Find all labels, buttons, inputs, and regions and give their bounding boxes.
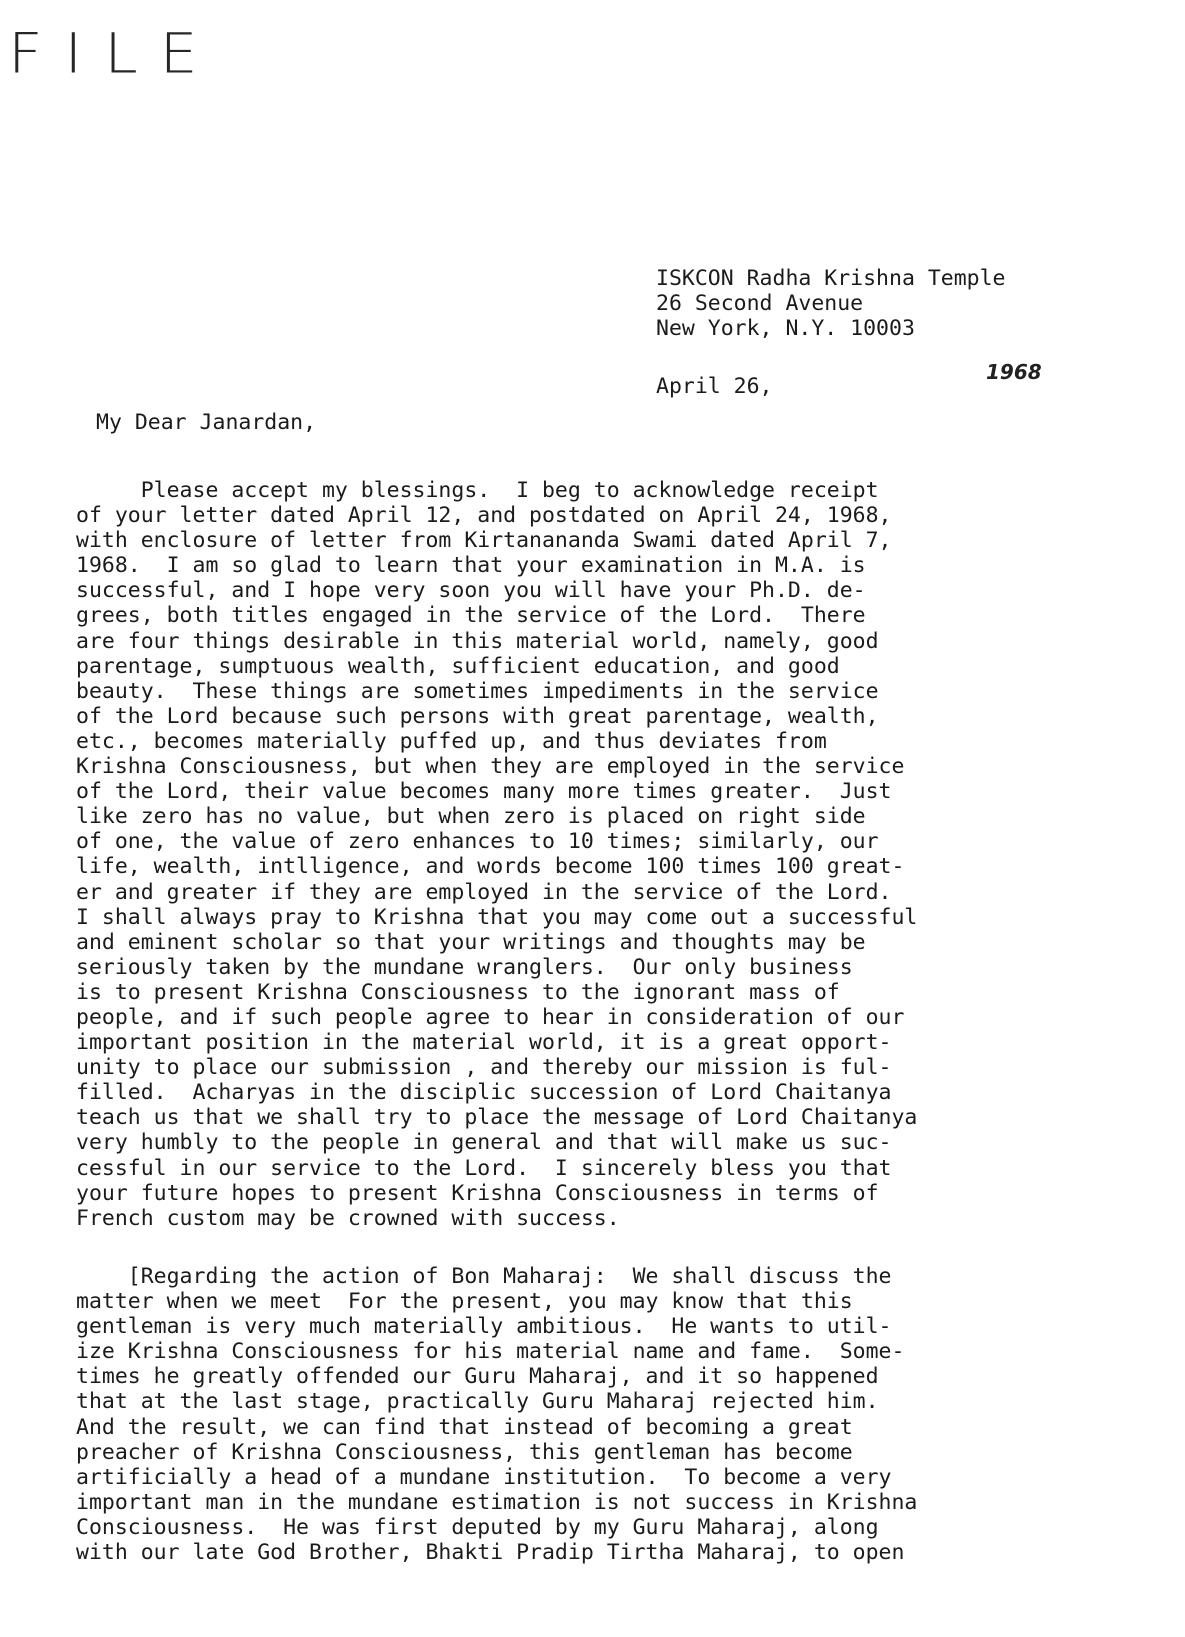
- text-line: artificially a head of a mundane institution. To become a very: [76, 1464, 892, 1490]
- text-line: filled. Acharyas in the disciplic succession of Lord Chaitanya: [76, 1080, 892, 1106]
- text-line: life, wealth, intlligence, and words become 100 times 100 great-: [76, 854, 905, 880]
- text-line: times he greatly offended our Guru Maharaj, and it so happened: [76, 1364, 879, 1390]
- text-line: of one, the value of zero enhances to 10 times; similarly, our: [76, 829, 879, 855]
- text-line: of your letter dated April 12, and postdated on April 24, 1968,: [76, 503, 892, 529]
- text-line: I shall always pray to Krishna that you may come out a successful: [76, 904, 918, 930]
- text-line: unity to place our submission , and thereby our mission is ful-: [76, 1055, 892, 1081]
- text-line: your future hopes to present Krishna Consciousness in terms of: [76, 1180, 879, 1206]
- text-line: of the Lord, their value becomes many more times greater. Just: [76, 779, 892, 805]
- text-line: etc., becomes materially puffed up, and thus deviates from: [76, 728, 827, 754]
- text-line: successful, and I hope very soon you will have your Ph.D. de-: [76, 578, 866, 604]
- text-line: Consciousness. He was first deputed by my Guru Maharaj, along: [76, 1514, 879, 1540]
- text-line: Please accept my blessings. I beg to acknowledge receipt: [76, 478, 879, 503]
- text-line: of the Lord because such persons with great parentage, wealth,: [76, 703, 879, 729]
- sender-address: [656, 266, 1006, 341]
- salutation: My Dear Janardan,: [96, 410, 317, 435]
- text-line: is to present Krishna Consciousness to the ignorant mass of: [76, 979, 840, 1005]
- handwritten-year: 1968: [986, 360, 1042, 384]
- text-line: parentage, sumptuous wealth, sufficient education, and good: [76, 653, 840, 679]
- text-line: preacher of Krishna Consciousness, this gentleman has become: [76, 1439, 853, 1465]
- letter-date: April 26,: [656, 374, 773, 399]
- text-line: [Regarding the action of Bon Maharaj: We shall discuss the: [76, 1264, 892, 1289]
- text-line: And the result, we can find that instead of becoming a great: [76, 1414, 853, 1440]
- file-stamp: FILE: [8, 22, 220, 87]
- text-line: Krishna Consciousness, but when they are employed in the service: [76, 754, 905, 780]
- text-line: gentleman is very much materially ambitious. He wants to util-: [76, 1314, 892, 1340]
- text-line: grees, both titles engaged in the service of the Lord. There: [76, 603, 866, 629]
- body-paragraph-1: [76, 478, 917, 1231]
- text-line: French custom may be crowned with success.: [76, 1205, 620, 1231]
- text-line: matter when we meet For the present, you may know that this: [76, 1289, 853, 1315]
- address-line-3: New York, N.Y. 10003: [656, 316, 915, 341]
- text-line: people, and if such people agree to hear in consideration of our: [76, 1004, 905, 1030]
- text-line: with enclosure of letter from Kirtanananda Swami dated April 7,: [76, 528, 892, 554]
- body-paragraph-2: [76, 1264, 917, 1565]
- text-line: ize Krishna Consciousness for his material name and fame. Some-: [76, 1339, 905, 1365]
- text-line: and eminent scholar so that your writings and thoughts may be: [76, 929, 866, 955]
- text-line: are four things desirable in this material world, namely, good: [76, 628, 879, 654]
- text-line: important position in the material world, it is a great opport-: [76, 1030, 892, 1056]
- text-line: cessful in our service to the Lord. I sincerely bless you that: [76, 1155, 892, 1181]
- text-line: like zero has no value, but when zero is placed on right side: [76, 804, 866, 830]
- address-line-2: 26 Second Avenue: [656, 291, 864, 316]
- text-line: teach us that we shall try to place the message of Lord Chaitanya: [76, 1105, 918, 1131]
- text-line: beauty. These things are sometimes impediments in the service: [76, 678, 879, 704]
- text-line: that at the last stage, practically Guru Maharaj rejected him.: [76, 1389, 879, 1415]
- text-line: 1968. I am so glad to learn that your examination in M.A. is: [76, 553, 866, 579]
- address-line-1: ISKCON Radha Krishna Temple: [656, 266, 1006, 291]
- text-line: very humbly to the people in general and that will make us suc-: [76, 1130, 892, 1156]
- text-line: important man in the mundane estimation is not success in Krishna: [76, 1489, 918, 1515]
- text-line: seriously taken by the mundane wranglers. Our only business: [76, 954, 853, 980]
- text-line: er and greater if they are employed in the service of the Lord.: [76, 879, 892, 905]
- text-line: with our late God Brother, Bhakti Pradip Tirtha Maharaj, to open: [76, 1540, 905, 1566]
